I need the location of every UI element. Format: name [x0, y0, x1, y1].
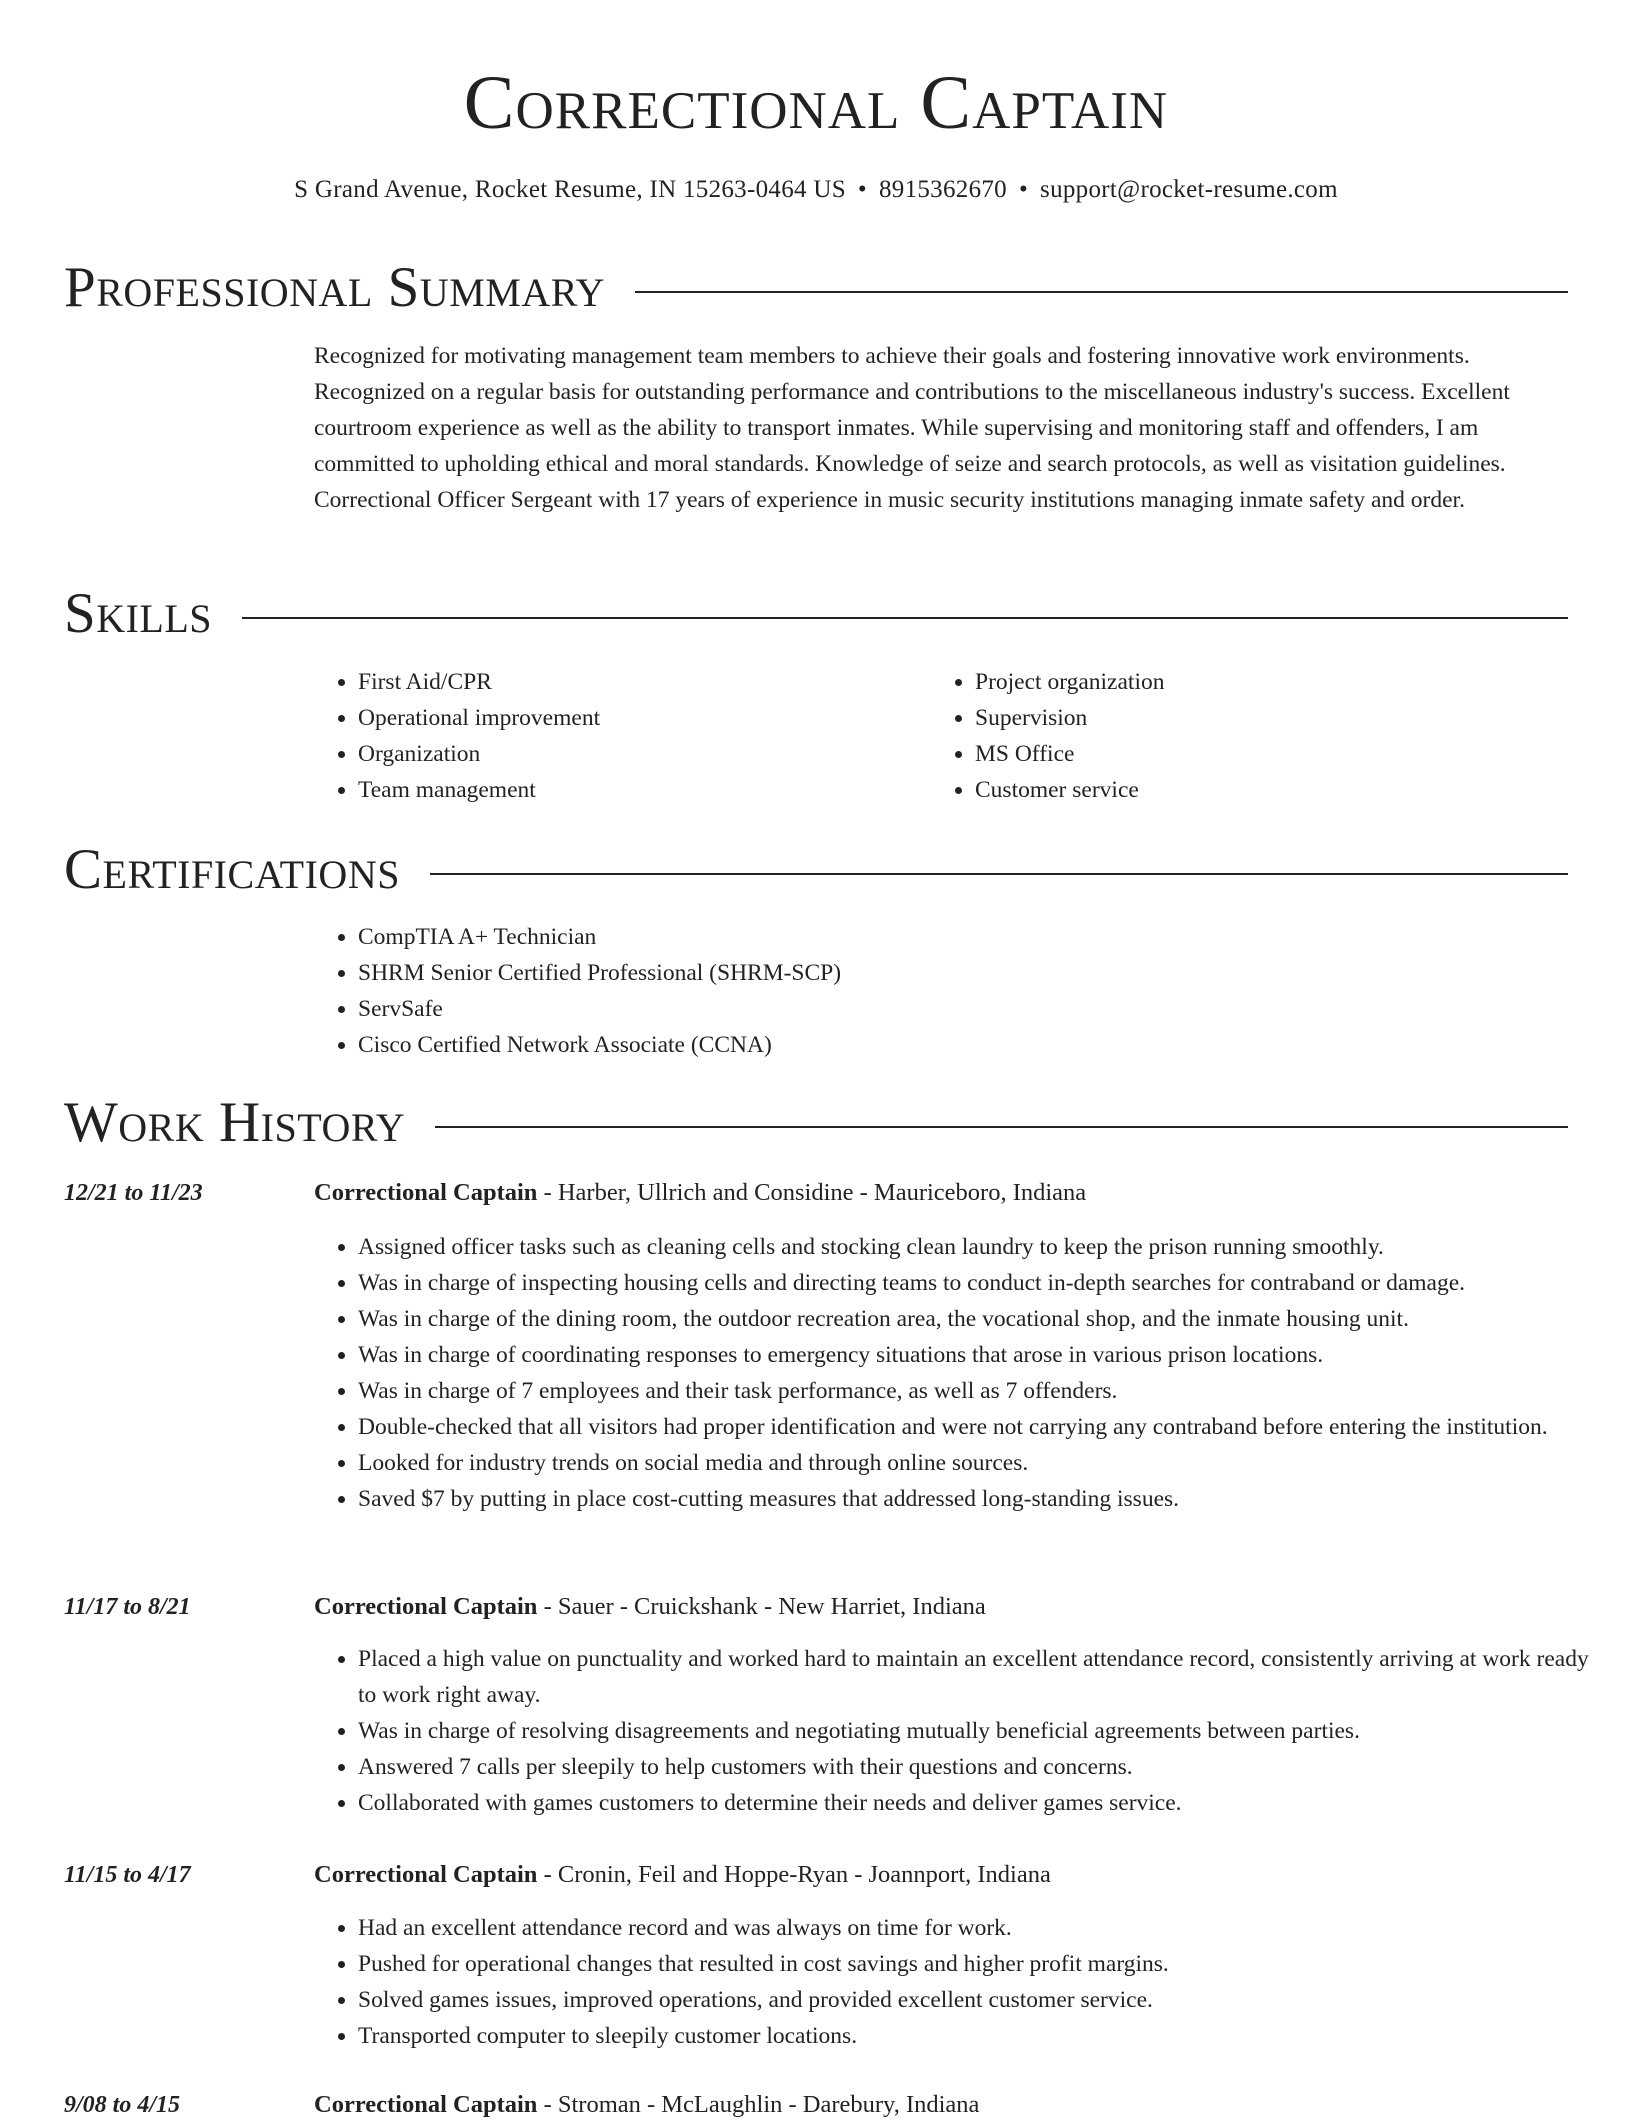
contact-separator: •: [857, 176, 867, 203]
skill-item: • Supervision: [975, 700, 1164, 736]
job-bullet: • Looked for industry trends on social media and through online sources.: [358, 1445, 1612, 1481]
section-title: Professional Summary: [64, 256, 606, 319]
skill-item: • First Aid/CPR: [358, 664, 600, 700]
skill-item: • MS Office: [975, 736, 1164, 772]
job-dates: 9/08 to 4/15: [64, 2092, 181, 2118]
section-title: Certifications: [64, 838, 400, 901]
job-dates: 12/21 to 11/23: [64, 1180, 203, 1206]
job-bullet: • Had an excellent attendance record and was always on time for work.: [358, 1910, 1612, 1946]
certifications-list: [314, 919, 841, 1063]
job-employer: - Harber, Ullrich and Considine - Mauriceboro, Indiana: [537, 1179, 1087, 1206]
job-bullets: [314, 1229, 1612, 1517]
skills-list-right: [931, 664, 1164, 808]
job-bullet: • Pushed for operational changes that resulted in cost savings and higher profit margins.: [358, 1946, 1612, 1982]
job-bullet: • Collaborated with games customers to determine their needs and deliver games service.: [358, 1785, 1612, 1821]
job-dates: 11/17 to 8/21: [64, 1594, 191, 1620]
job-title: Correctional Captain: [314, 1593, 538, 1620]
job-bullet: • Was in charge of the dining room, the outdoor recreation area, the vocational shop, and the inmate housing unit.: [358, 1301, 1612, 1337]
contact-line: [0, 172, 1632, 208]
job-bullet: • Placed a high value on punctuality and worked hard to maintain an excellent attendance record, consistently arriving at work ready to work right away.: [358, 1641, 1612, 1713]
contact-email: support@rocket-resume.com: [1040, 176, 1338, 203]
skill-item: • Team management: [358, 772, 600, 808]
skills-list-left: [314, 664, 600, 808]
job-dates: 11/15 to 4/17: [64, 1862, 191, 1888]
job-bullets: [314, 1910, 1612, 2054]
job-bullet: • Transported computer to sleepily customer locations.: [358, 2018, 1612, 2054]
job-heading: [314, 1857, 1051, 1893]
job-bullet: • Answered 7 calls per sleepily to help customers with their questions and concerns.: [358, 1749, 1612, 1785]
section-title: Work History: [64, 1091, 406, 1154]
job-heading: [314, 1589, 986, 1625]
job-bullet: • Solved games issues, improved operations, and provided excellent customer service.: [358, 1982, 1612, 2018]
section-header-certifications: [64, 838, 1568, 902]
resume-name: Correctional Captain: [463, 61, 1169, 145]
job-title: Correctional Captain: [314, 1179, 538, 1206]
section-header-work-history: [64, 1091, 1568, 1155]
section-title: Skills: [64, 582, 213, 645]
job-bullet: • Was in charge of inspecting housing cells and directing teams to conduct in-depth searches for contraband or damage.: [358, 1265, 1612, 1301]
certification-item: • Cisco Certified Network Associate (CCNA): [358, 1027, 841, 1063]
skill-item: • Customer service: [975, 772, 1164, 808]
job-title: Correctional Captain: [314, 1861, 538, 1888]
job-employer: - Stroman - McLaughlin - Darebury, Indiana: [537, 2091, 980, 2118]
job-bullet: • Saved $7 by putting in place cost-cutting measures that addressed long-standing issues.: [358, 1481, 1612, 1517]
job-bullet: • Double-checked that all visitors had proper identification and were not carrying any contraband before entering the institution.: [358, 1409, 1612, 1445]
job-heading: [314, 2087, 979, 2123]
job-bullets: [314, 1641, 1612, 1821]
section-header-skills: [64, 582, 1568, 646]
certification-item: • SHRM Senior Certified Professional (SHRM-SCP): [358, 955, 841, 991]
job-employer: - Cronin, Feil and Hoppe-Ryan - Joannport, Indiana: [537, 1861, 1051, 1888]
certification-item: • CompTIA A+ Technician: [358, 919, 841, 955]
section-header-summary: [64, 256, 1568, 320]
contact-separator: •: [1018, 176, 1029, 203]
job-heading: [314, 1175, 1086, 1211]
section-rule: [435, 1126, 1568, 1128]
certification-item: • ServSafe: [358, 991, 841, 1027]
skill-item: • Operational improvement: [358, 700, 600, 736]
section-rule: [430, 873, 1568, 875]
section-rule: [242, 617, 1568, 619]
job-title: Correctional Captain: [314, 2091, 538, 2118]
job-bullet: • Was in charge of 7 employees and their task performance, as well as 7 offenders.: [358, 1373, 1612, 1409]
job-bullet: • Was in charge of resolving disagreements and negotiating mutually beneficial agreements between parties.: [358, 1713, 1612, 1749]
job-employer: - Sauer - Cruickshank - New Harriet, Indiana: [537, 1593, 986, 1620]
contact-phone: 8915362670: [878, 176, 1007, 203]
summary-text: Recognized for motivating management team members to achieve their goals and fostering innovative work environments. Recognized on a regular basis for outstanding performance and contributions to the miscellaneous industry's success. Excellent courtroom experience as well as the ability to transport inmates. While supervising and monitoring staff and offenders, I am committed to upholding ethical and moral standards. Knowledge of seize and search protocols, as well as visitation guidelines. Correctional Officer Sergeant with 17 years of experience in music security institutions managing inmate safety and order.: [314, 343, 1510, 513]
contact-address: S Grand Avenue, Rocket Resume, IN 15263-0464 US: [294, 176, 846, 203]
skill-item: • Organization: [358, 736, 600, 772]
job-bullet: • Was in charge of coordinating responses to emergency situations that arose in various prison locations.: [358, 1337, 1612, 1373]
skill-item: • Project organization: [975, 664, 1164, 700]
section-rule: [635, 291, 1568, 293]
job-bullet: • Assigned officer tasks such as cleaning cells and stocking clean laundry to keep the prison running smoothly.: [358, 1229, 1612, 1265]
